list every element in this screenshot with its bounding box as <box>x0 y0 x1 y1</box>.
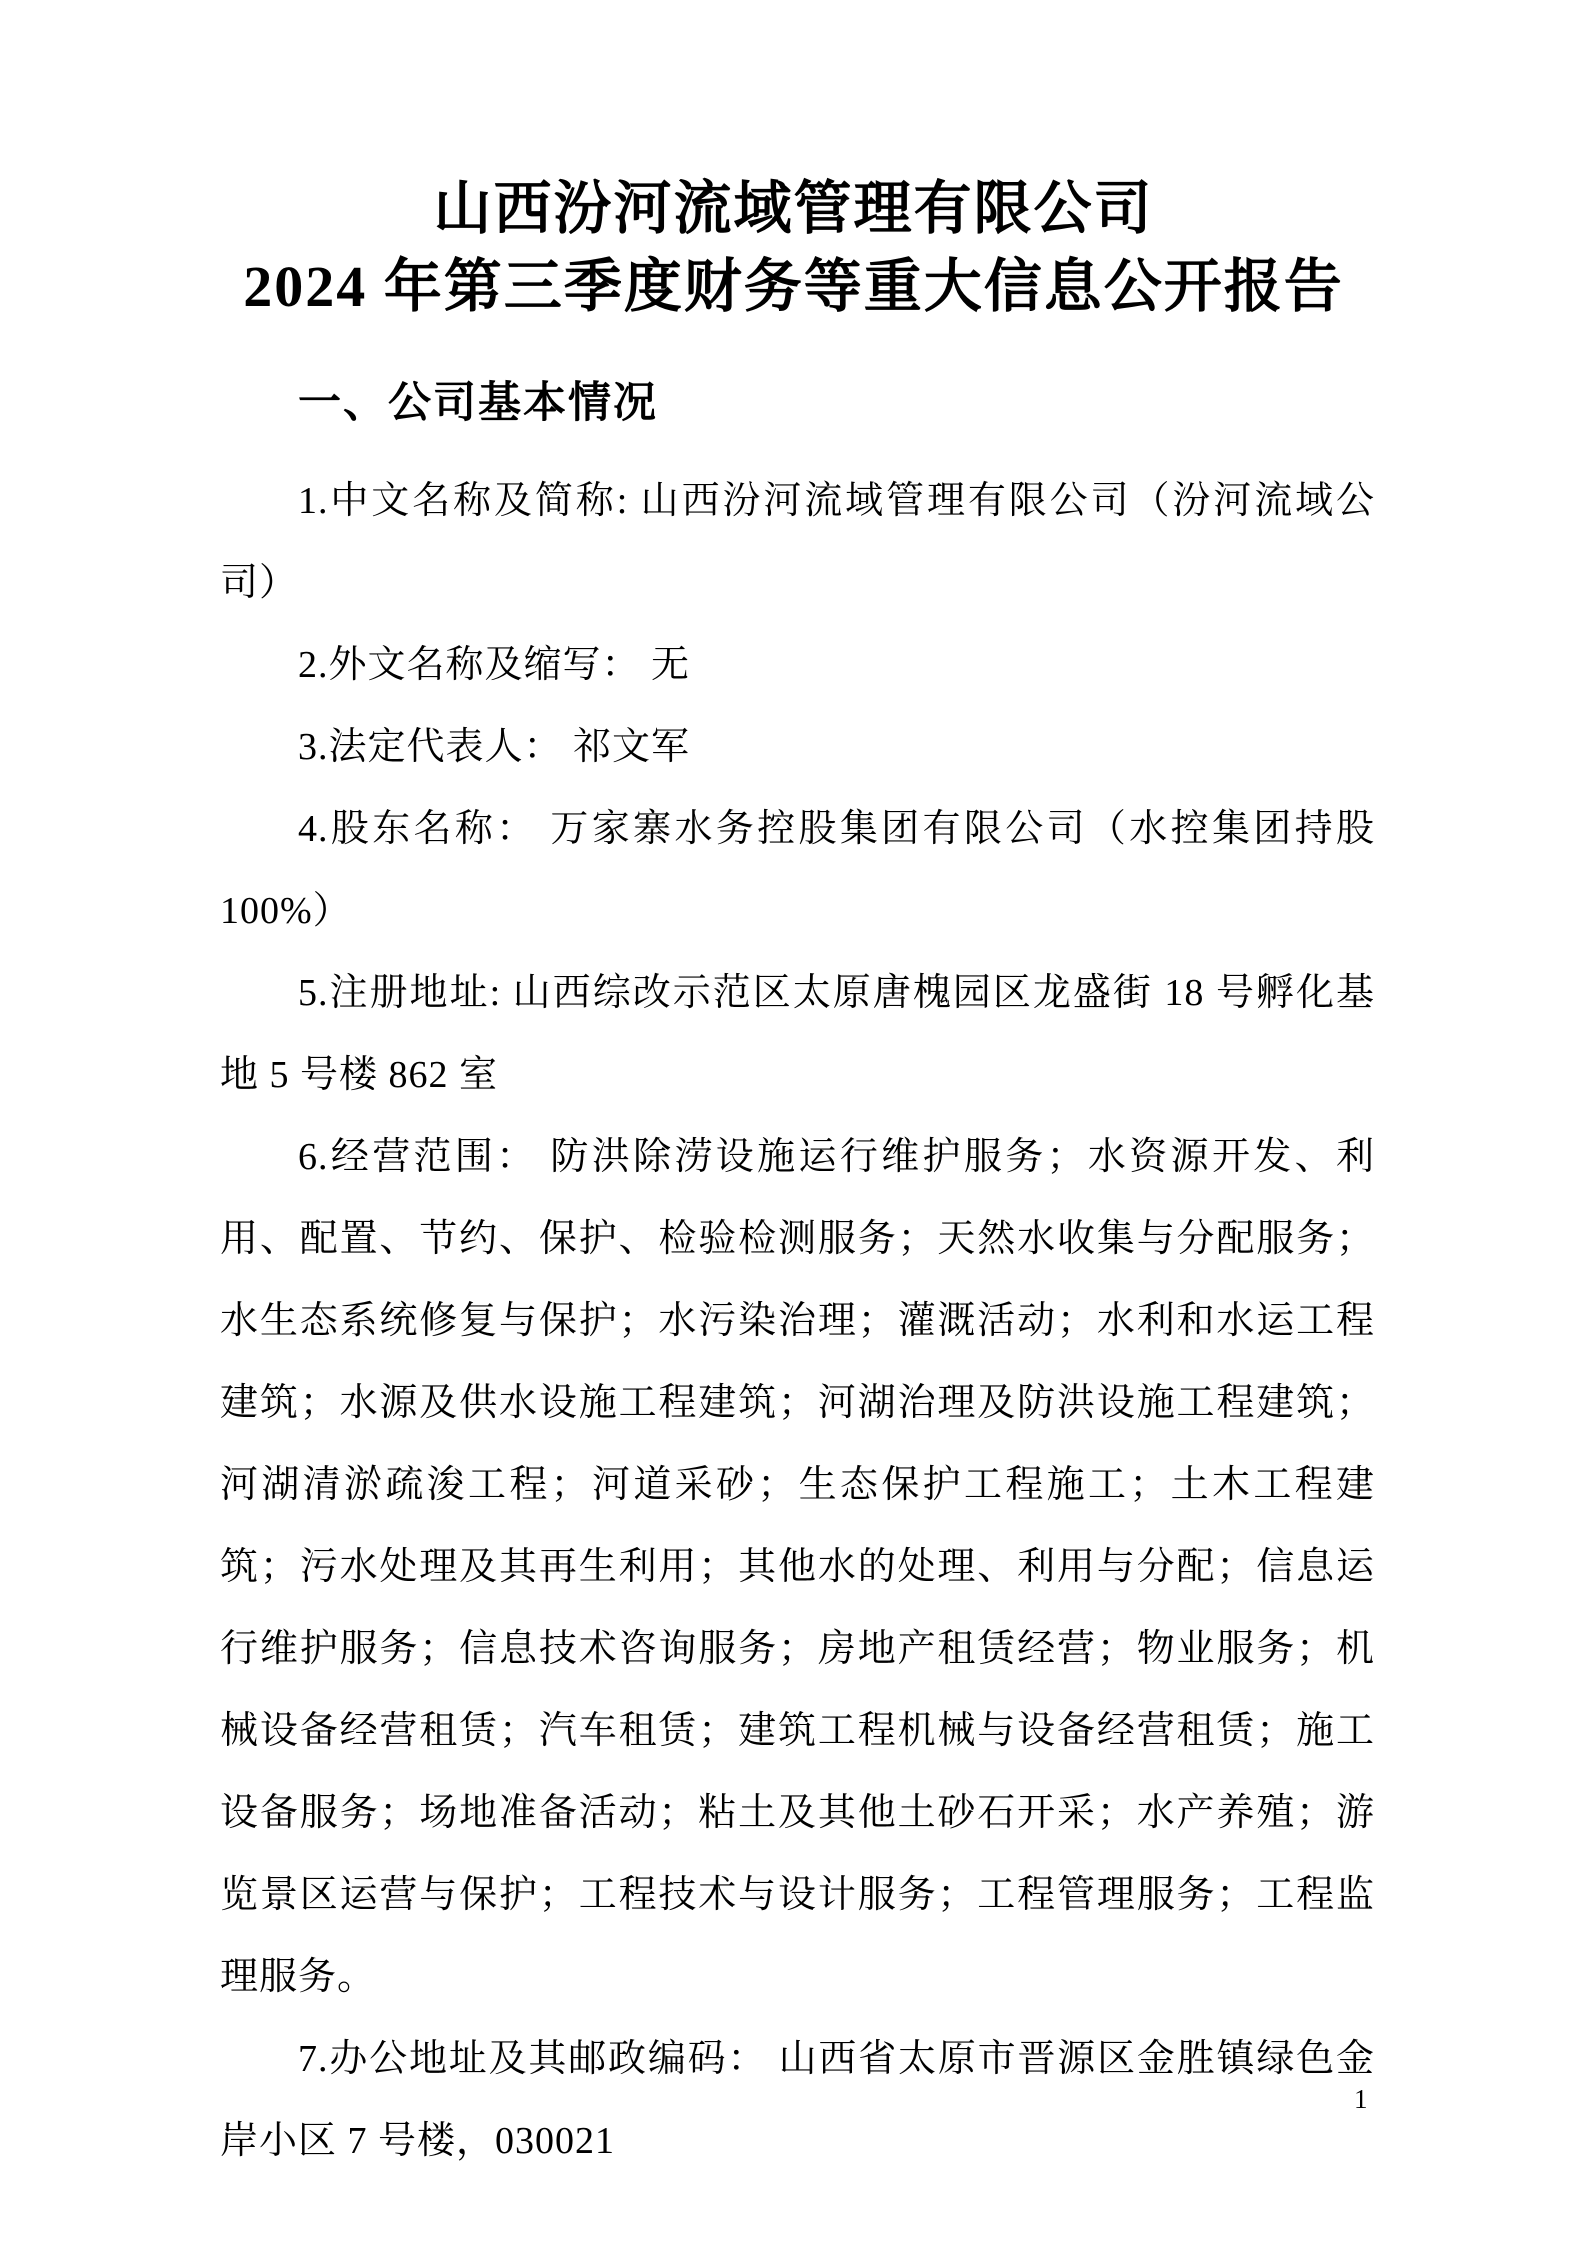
paragraph-legal-representative: 3.法定代表人： 祁文军 <box>298 726 691 768</box>
document-body <box>220 460 1375 2182</box>
paragraph-foreign-name: 2.外文名称及缩写： 无 <box>298 644 691 686</box>
page-number: 1 <box>1354 2084 1368 2114</box>
title-line-1: 山西汾河流域管理有限公司 <box>433 176 1154 241</box>
paragraph-office-address: 7.办公地址及其邮政编码： 山西省太原市晋源区金胜镇绿色金岸小区 7 号楼，030021 <box>220 2038 1375 2162</box>
paragraph-shareholder: 4.股东名称： 万家寨水务控股集团有限公司（水控集团持股 100%） <box>220 808 1375 932</box>
title-line-2: 2024 年第三季度财务等重大信息公开报告 <box>243 254 1344 319</box>
paragraph-registered-address: 5.注册地址: 山西综改示范区太原唐槐园区龙盛街 18 号孵化基地 5 号楼 862 室 <box>220 972 1375 1096</box>
section-heading-company-basic-info: 一、公司基本情况 <box>298 379 658 427</box>
document-title <box>0 170 1587 326</box>
paragraph-chinese-name: 1.中文名称及简称: 山西汾河流域管理有限公司（汾河流域公司） <box>220 480 1375 604</box>
paragraph-business-scope: 6.经营范围： 防洪除涝设施运行维护服务；水资源开发、利用、配置、节约、保护、检验检测服务；天然水收集与分配服务；水生态系统修复与保护；水污染治理；灌溉活动；水利和水运工程建筑；水源及供水设施工程建筑；河湖治理及防洪设施工程建筑；河湖清淤疏浚工程；河道采砂；生态保护工程施工；土木工程建筑；污水处理及其再生利用；其他水的处理、利用与分配；信息运行维护服务；信息技术咨询服务；房地产租赁经营；物业服务；机械设备经营租赁；汽车租赁；建筑工程机械与设备经营租赁；施工设备服务；场地准备活动；粘土及其他土砂石开采；水产养殖；游览景区运营与保护；工程技术与设计服务；工程管理服务；工程监理服务。 <box>220 1136 1375 1998</box>
